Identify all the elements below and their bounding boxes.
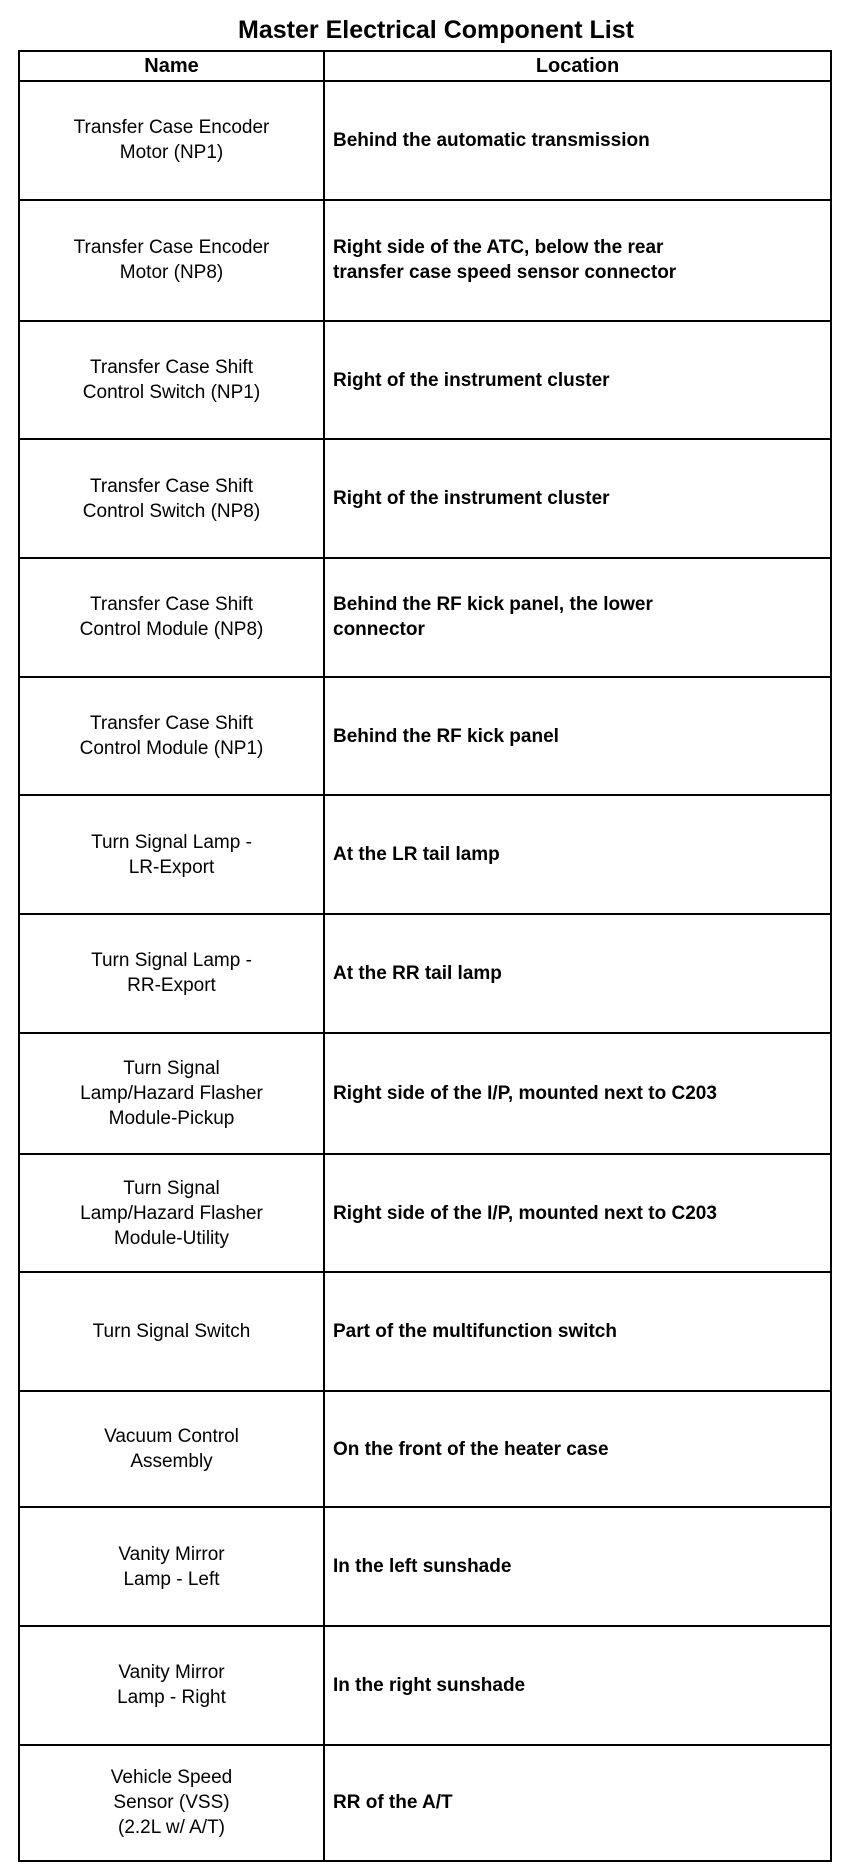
component-name-cell: Transfer Case Shift Control Module (NP1) [19,677,324,796]
table-row [19,1507,831,1626]
component-name-cell: Vehicle Speed Sensor (VSS) (2.2L w/ A/T) [19,1745,324,1861]
component-name-cell: Turn Signal Switch [19,1272,324,1391]
component-location-cell: Right of the instrument cluster [324,321,831,440]
table-row [19,1033,831,1154]
component-name-cell: Transfer Case Encoder Motor (NP8) [19,200,324,321]
table-row [19,81,831,200]
table-row [19,1154,831,1273]
component-location-cell: Right side of the ATC, below the rear transfer case speed sensor connector [324,200,831,321]
table-row [19,1626,831,1745]
table-row [19,1391,831,1507]
component-name-cell: Turn Signal Lamp/Hazard Flasher Module-Pickup [19,1033,324,1154]
component-location-cell: In the right sunshade [324,1626,831,1745]
table-row [19,439,831,558]
component-name-cell: Vanity Mirror Lamp - Left [19,1507,324,1626]
table-row [19,1745,831,1861]
component-name-cell: Transfer Case Shift Control Switch (NP1) [19,321,324,440]
table-row [19,677,831,796]
component-name-cell: Transfer Case Shift Control Switch (NP8) [19,439,324,558]
component-location-cell: Part of the multifunction switch [324,1272,831,1391]
table-row [19,558,831,677]
table-header-row [19,51,831,81]
component-location-cell: On the front of the heater case [324,1391,831,1507]
component-location-cell: At the RR tail lamp [324,914,831,1033]
table-row [19,1272,831,1391]
component-name-cell: Turn Signal Lamp - LR-Export [19,795,324,914]
table-body [19,81,831,1861]
component-name-cell: Turn Signal Lamp - RR-Export [19,914,324,1033]
component-name-cell: Transfer Case Encoder Motor (NP1) [19,81,324,200]
component-name-cell: Turn Signal Lamp/Hazard Flasher Module-Utility [19,1154,324,1273]
table-row [19,795,831,914]
component-location-cell: In the left sunshade [324,1507,831,1626]
column-header-name: Name [19,51,324,81]
table-row [19,321,831,440]
component-location-cell: Behind the RF kick panel [324,677,831,796]
component-name-cell: Transfer Case Shift Control Module (NP8) [19,558,324,677]
component-location-cell: Right side of the I/P, mounted next to C203 [324,1033,831,1154]
component-name-cell: Vacuum Control Assembly [19,1391,324,1507]
component-location-cell: At the LR tail lamp [324,795,831,914]
component-location-cell: RR of the A/T [324,1745,831,1861]
component-location-cell: Right of the instrument cluster [324,439,831,558]
component-location-cell: Behind the RF kick panel, the lower connector [324,558,831,677]
table-row [19,200,831,321]
component-name-cell: Vanity Mirror Lamp - Right [19,1626,324,1745]
component-location-cell: Behind the automatic transmission [324,81,831,200]
component-table [18,50,832,1862]
column-header-location: Location [324,51,831,81]
table-row [19,914,831,1033]
page-title: Master Electrical Component List [238,16,634,44]
component-location-cell: Right side of the I/P, mounted next to C203 [324,1154,831,1273]
